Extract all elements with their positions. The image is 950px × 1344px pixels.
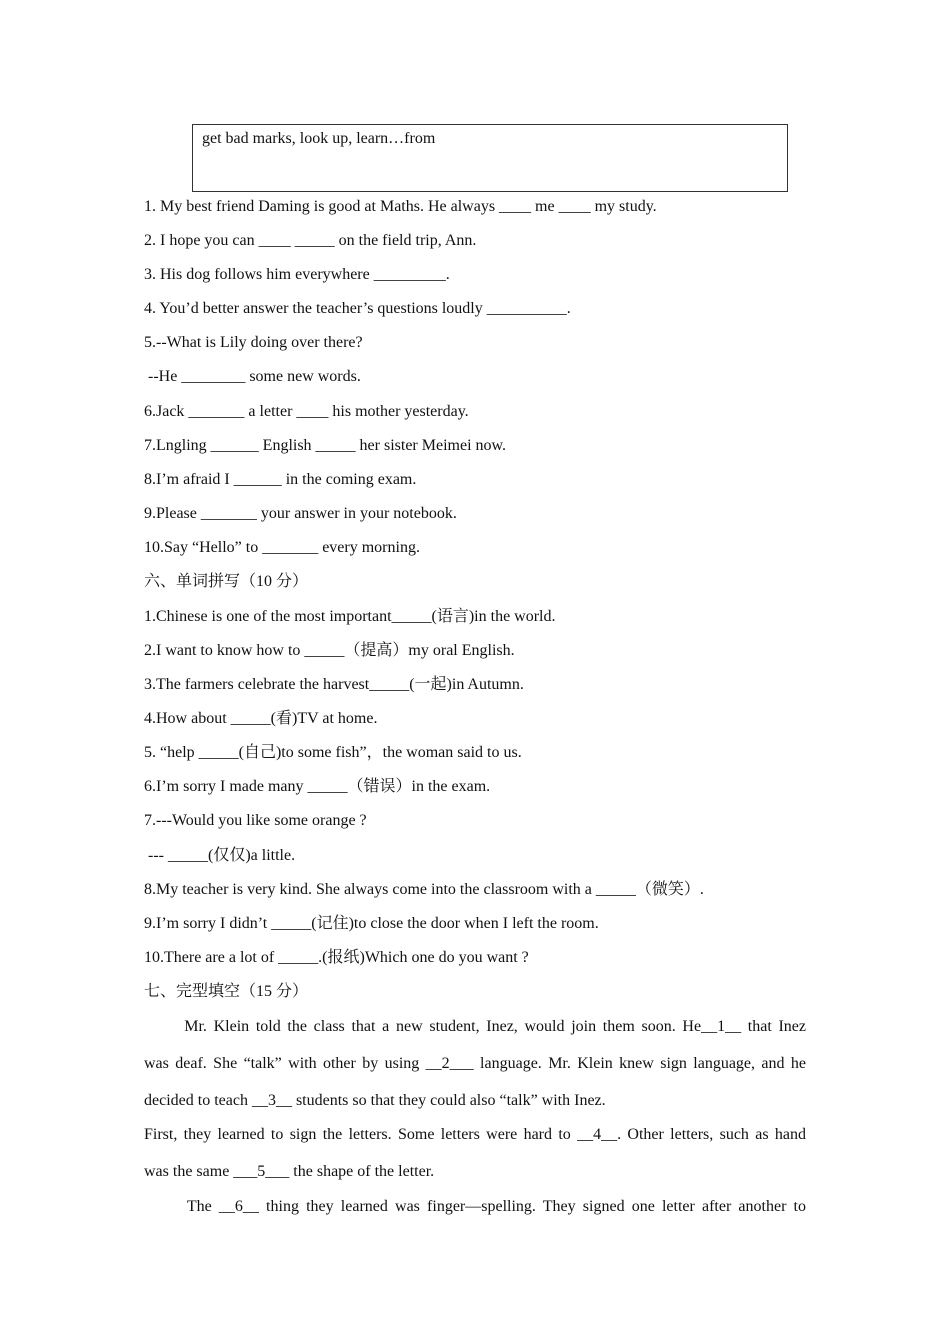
question-line: 8.I’m afraid I ______ in the coming exam. — [144, 471, 417, 488]
question-line: 4.How about _____(看)TV at home. — [144, 710, 378, 727]
question-line: 10.Say “Hello” to _______ every morning. — [144, 539, 420, 556]
question-line: 9.I’m sorry I didn’t _____(记住)to close the door when I left the room. — [144, 915, 599, 932]
passage-line: was deaf. She “talk” with other by using __2___ language. Mr. Klein knew sign language, and he — [144, 1055, 806, 1072]
question-line: 2.I want to know how to _____（提高）my oral English. — [144, 642, 515, 659]
question-line: --- _____(仅仅)a little. — [144, 847, 296, 864]
question-line: 8.My teacher is very kind. She always come into the classroom with a _____（微笑）. — [144, 881, 704, 898]
passage-line: The __6__ thing they learned was finger—spelling. They signed one letter after another to — [144, 1198, 806, 1215]
question-line: 3. His dog follows him everywhere _________. — [144, 266, 450, 283]
question-line: 7.Lngling ______ English _____ her sister Meimei now. — [144, 437, 507, 454]
passage-line: Mr. Klein told the class that a new student, Inez, would join them soon. He__1__ that Inez — [144, 1018, 807, 1035]
passage-line: was the same ___5___ the shape of the letter. — [144, 1163, 435, 1180]
question-line: 2. I hope you can ____ _____ on the field trip, Ann. — [144, 232, 477, 249]
word-bank-box — [192, 124, 788, 192]
question-line: 5. “help _____(自己)to some fish”，the woman said to us. — [144, 744, 522, 761]
question-line: 5.--What is Lily doing over there? — [144, 334, 363, 351]
question-line: 10.There are a lot of _____.(报纸)Which one do you want ? — [144, 949, 529, 966]
question-line: 7.---Would you like some orange ? — [144, 812, 367, 829]
question-line: 3.The farmers celebrate the harvest_____(一起)in Autumn. — [144, 676, 524, 693]
question-line: 6.I’m sorry I made many _____（错误）in the exam. — [144, 778, 491, 795]
passage-line: decided to teach __3__ students so that they could also “talk” with Inez. — [144, 1092, 606, 1109]
passage-line: First, they learned to sign the letters. Some letters were hard to __4__. Other letters, such as hand — [144, 1126, 806, 1143]
question-line: 1. My best friend Daming is good at Maths. He always ____ me ____ my study. — [144, 198, 657, 215]
question-line: 4. You’d better answer the teacher’s questions loudly __________. — [144, 300, 571, 317]
question-line: 6.Jack _______ a letter ____ his mother yesterday. — [144, 403, 469, 420]
section-heading: 六、单词拼写（10 分） — [144, 573, 309, 590]
word-bank-text: get bad marks, look up, learn…from — [202, 130, 436, 147]
question-line: 9.Please _______ your answer in your notebook. — [144, 505, 457, 522]
section-heading: 七、完型填空（15 分） — [144, 983, 309, 1000]
question-line: --He ________ some new words. — [144, 368, 361, 385]
question-line: 1.Chinese is one of the most important_____(语言)in the world. — [144, 608, 556, 625]
